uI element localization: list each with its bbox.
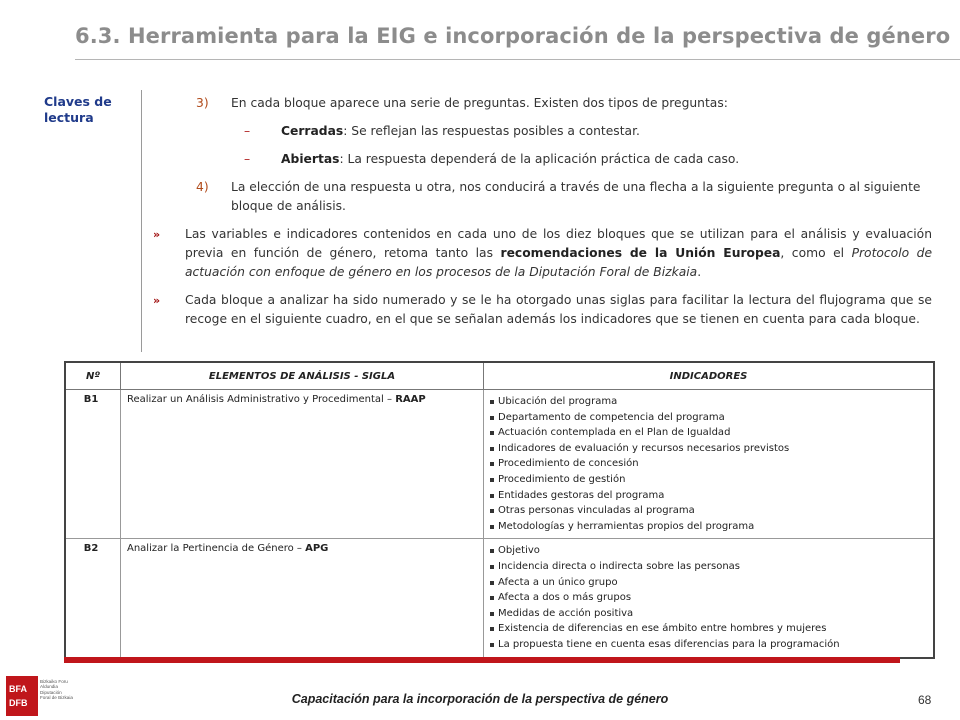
indicator-item: Actuación contemplada en el Plan de Igualdad <box>490 425 929 441</box>
row-indicators <box>484 539 935 658</box>
sub-item-open <box>155 150 932 169</box>
element-text: Realizar un Análisis Administrativo y Procedimental – <box>127 394 396 405</box>
indicator-item: Procedimiento de gestión <box>490 472 929 488</box>
indicator-list <box>490 394 929 534</box>
indicator-item: Otras personas vinculadas al programa <box>490 503 929 519</box>
double-chevron-icon: » <box>153 294 158 307</box>
indicator-item: Objetivo <box>490 543 929 559</box>
title-divider <box>75 59 960 60</box>
term-closed: Cerradas <box>281 124 344 138</box>
bullet-paragraph-2 <box>155 291 932 329</box>
indicator-item: La propuesta tiene en cuenta esas diferencias para la programación <box>490 637 929 653</box>
list-item-4 <box>155 178 932 216</box>
indicator-item: Procedimiento de concesión <box>490 456 929 472</box>
sub-item-closed <box>155 122 932 141</box>
paragraph-text: , como el <box>780 246 852 260</box>
element-text: Analizar la Pertinencia de Género – <box>127 543 306 555</box>
item-number: 4) <box>196 180 209 194</box>
side-label: Claves de lectura <box>44 94 112 125</box>
header-indicators: INDICADORES <box>484 362 935 390</box>
indicator-item: Metodologías y herramientas propios del programa <box>490 519 929 535</box>
logo-mark-top: BFA <box>9 684 27 694</box>
logo-line: Bizkaiko Foru <box>40 679 68 684</box>
table-row <box>65 539 934 658</box>
indicator-item: Indicadores de evaluación y recursos necesarios previstos <box>490 441 929 457</box>
footer-accent-bar <box>64 657 900 663</box>
indicator-item: Ubicación del programa <box>490 394 929 410</box>
item-text: La elección de una respuesta u otra, nos conducirá a través de una flecha a la siguiente pregunta o al siguiente bloque de análisis. <box>231 180 921 213</box>
indicator-item: Departamento de competencia del programa <box>490 410 929 426</box>
table-row <box>65 390 934 539</box>
indicator-item: Existencia de diferencias en ese ámbito entre hombres y mujeres <box>490 621 929 637</box>
element-sigla: RAAP <box>395 394 426 405</box>
indicator-item: Entidades gestoras del programa <box>490 488 929 504</box>
paragraph-text: . <box>697 265 702 279</box>
content-body <box>155 94 932 338</box>
double-chevron-icon: » <box>153 228 158 241</box>
indicator-item: Medidas de acción positiva <box>490 606 929 622</box>
page-title: 6.3. Herramienta para la EIG e incorporación de la perspectiva de género <box>75 24 951 48</box>
row-code: B2 <box>65 539 121 658</box>
bullet-paragraph-1 <box>155 225 932 282</box>
paragraph-text: Las variables e indicadores contenidos en cada uno de los diez bloques que se utilizan para el análisis y evaluación previa en función de género, retoma tanto las <box>185 227 932 260</box>
page-number: 68 <box>918 693 932 707</box>
logo-line: Foral de Bizkaia <box>40 695 73 701</box>
term-open: Abiertas <box>281 152 340 166</box>
indicator-list <box>490 543 929 652</box>
logo-line: Diputación <box>40 689 62 695</box>
footer-caption: Capacitación para la incorporación de la perspectiva de género <box>291 692 669 706</box>
dash-marker: – <box>244 152 251 166</box>
row-element <box>121 390 484 539</box>
item-number: 3) <box>196 96 209 110</box>
protocol-reference: Protocolo de actuación con enfoque de género en los procesos de la Diputación Foral de Bizkaia <box>185 246 933 279</box>
indicator-item: Afecta a un único grupo <box>490 575 929 591</box>
term-open-desc: : La respuesta dependerá de la aplicación práctica de cada caso. <box>339 152 740 166</box>
element-sigla: APG <box>305 543 329 555</box>
term-closed-desc: : Se reflejan las respuestas posibles a contestar. <box>343 124 640 138</box>
paragraph-text: Cada bloque a analizar ha sido numerado y se le ha otorgado unas siglas para facilitar la lectura del flujograma que se recoge en el siguiente cuadro, en el que se señalan además los indicadores que se tienen en cuenta para cada bloque. <box>185 293 932 326</box>
indicator-item: Afecta a dos o más grupos <box>490 590 929 606</box>
logo-line: Aldundia <box>40 684 58 690</box>
indicator-item: Incidencia directa o indirecta sobre las personas <box>490 559 929 575</box>
table-header-row <box>65 362 934 390</box>
row-element <box>121 539 484 658</box>
row-code: B1 <box>65 390 121 539</box>
analysis-table <box>64 361 935 659</box>
side-divider <box>141 90 142 352</box>
emphasis-eu: recomendaciones de la Unión Europea <box>500 246 781 260</box>
header-num: Nº <box>65 362 121 390</box>
logo-mark-bottom: DFB <box>9 698 28 708</box>
item-text: En cada bloque aparece una serie de preguntas. Existen dos tipos de preguntas: <box>231 96 728 110</box>
dash-marker: – <box>244 124 251 138</box>
header-elements: ELEMENTOS DE ANÁLISIS - SIGLA <box>121 362 484 390</box>
list-item-3 <box>155 94 932 113</box>
row-indicators <box>484 390 935 539</box>
